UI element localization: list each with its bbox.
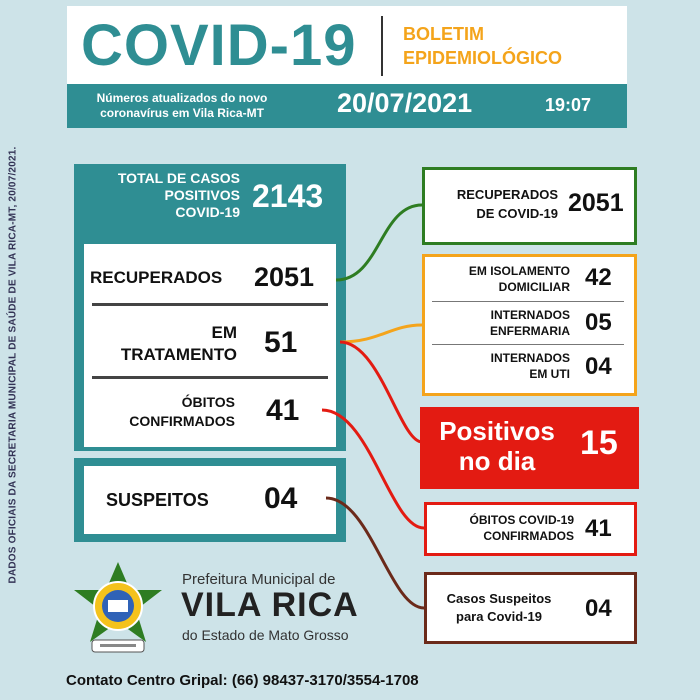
daily-positive-label [426,416,568,476]
icu-value: 04 [585,353,612,380]
deaths-box-value: 41 [585,515,612,542]
daily-label-line1: Positivos [439,416,555,446]
ward-label-line1: INTERNADOS [490,308,570,322]
logo-line2: VILA RICA [181,586,359,624]
total-label-line2: POSITIVOS [164,187,240,203]
subtitle-line1: BOLETIM [403,24,484,44]
treatment-label-line1: EM [211,323,237,342]
orange-connector [340,325,422,342]
green-connector [336,205,422,280]
deaths-box-label [428,512,574,544]
suspects-box-line2: para Covid-19 [456,609,542,624]
total-label-line1: TOTAL DE CASOS [117,170,240,186]
deaths-box-line1: ÓBITOS COVID-19 [469,513,574,527]
report-date: 20/07/2021 [337,88,473,118]
suspects-box-line1: Casos Suspeitos [446,591,552,606]
ward-value: 05 [585,309,612,336]
header-title: COVID-19 [81,13,357,78]
logo-line3: do Estado de Mato Grosso [182,627,349,643]
suspects-box-value: 04 [585,595,612,622]
isolation-label [426,263,570,295]
icu-label-line1: INTERNADOS [490,351,570,365]
deaths-label-line1: ÓBITOS [181,394,235,410]
isolation-label-line2: DOMICILIAR [498,280,570,294]
recovered-box-line1: RECUPERADOS [456,187,558,202]
recovered-box-value: 2051 [568,189,624,217]
isolation-value: 42 [585,264,612,291]
deaths-value: 41 [266,394,300,427]
recovered-label: RECUPERADOS [90,268,223,287]
report-time: 19:07 [545,95,592,115]
suspects-label: SUSPEITOS [106,490,209,510]
footer-contact: Contato Centro Gripal: (66) 98437-3170/3554-1708 [66,672,419,689]
treatment-value: 51 [264,326,298,359]
total-label-line3: COVID-19 [175,204,240,220]
suspects-value: 04 [264,482,298,515]
vila-rica-coat-of-arms-icon [70,560,166,660]
deaths-label-line2: CONFIRMADOS [129,413,235,429]
recovered-box-line2: DE COVID-19 [476,206,558,221]
logo-line1: Prefeitura Municipal de [182,571,336,588]
treatment-label-line2: TRATAMENTO [120,345,237,364]
daily-label-line2: no dia [458,446,536,476]
side-note-text: DADOS OFICIAIS DA SECRETARIA MUNICIPAL DE SAÚDE DE VILA RICA-MT, 20/07/2021. [7,146,19,584]
icu-label [426,350,570,382]
red-deaths-connector [322,410,424,528]
suspects-box-label [430,590,568,626]
subtitle-line2: EPIDEMIOLÓGICO [403,48,563,68]
isolation-label-line1: EM ISOLAMENTO [468,264,570,278]
info-line1: Números atualizados do novo [96,91,268,105]
divider [432,344,624,345]
total-value: 2143 [252,178,324,214]
recovered-value: 2051 [254,262,315,292]
info-line2: coronavírus em Vila Rica-MT [100,106,264,120]
ward-label-line2: ENFERMARIA [490,324,570,338]
divider [432,301,624,302]
ward-label [426,307,570,339]
deaths-box-line2: CONFIRMADOS [483,529,574,543]
icu-label-line2: EM UTI [529,367,570,381]
recovered-box-label [426,185,558,223]
daily-positive-value: 15 [580,424,618,462]
